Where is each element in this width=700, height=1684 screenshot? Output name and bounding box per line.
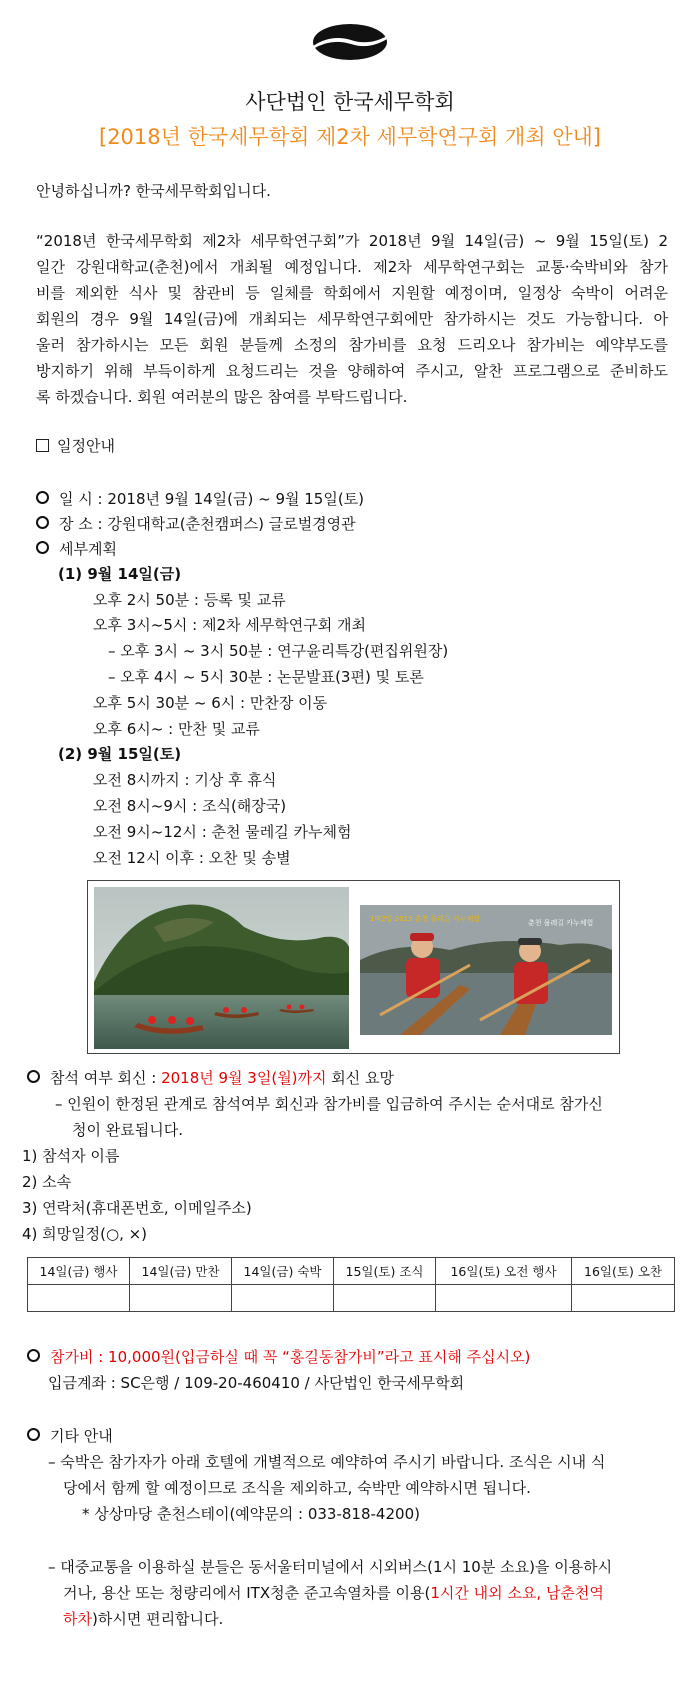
place-line: 장 소 : 강원대학교(춘천캠퍼스) 글로벌경영관 — [36, 511, 356, 537]
photo-frame — [87, 880, 620, 1054]
detail-heading: 세부계획 — [36, 536, 117, 562]
rsvp-deadline: 2018년 9월 3일(월)까지 — [161, 1069, 327, 1087]
transit-text: 거나, 용산 또는 청량리에서 ITX청춘 준고속열차를 이용(1시간 내외 소요, 남춘천역 — [63, 1584, 604, 1602]
canoe-lake-photo — [94, 887, 349, 1049]
day2-item: 오전 8시~9시 : 조식(해장국) — [93, 797, 287, 815]
lodging-text: 당에서 함께 할 예정이므로 조식을 제외하고, 숙박만 예약하시면 됩니다. — [63, 1479, 531, 1497]
table-cell — [572, 1285, 675, 1312]
rsvp-field: 4) 희망일정(○, ×) — [22, 1225, 148, 1243]
day1-item: 오후 5시 30분 ~ 6시 : 만찬장 이동 — [93, 694, 328, 712]
day1-subitem: – 오후 3시 ~ 3시 50분 : 연구윤리특강(편집위원장) — [108, 642, 449, 660]
org-name: 사단법인 한국세무학회 — [245, 90, 455, 114]
intro-line: “2018년 한국세무학회 제2차 세무학연구회”가 2018년 9월 14일(금) ~ 9월 15일(토) 2 — [36, 232, 668, 250]
checkbox-square-icon — [36, 439, 49, 452]
page-title: [2018년 한국세무학회 제2차 세무학연구회 개최 안내] — [99, 125, 601, 149]
date-line: 일 시 : 2018년 9월 14일(금) ~ 9월 15일(토) — [36, 486, 364, 512]
day1-subitem: – 오후 4시 ~ 5시 30분 : 논문발표(3편) 및 토론 — [108, 668, 424, 686]
day2-item: 오전 8시까지 : 기상 후 휴식 — [93, 771, 277, 789]
account-line: 입금계좌 : SC은행 / 109-20-460410 / 사단법인 한국세무학회 — [48, 1374, 465, 1392]
attendance-table — [27, 1257, 675, 1312]
schedule-heading: 일정안내 — [36, 433, 115, 459]
rsvp-field: 3) 연락처(휴대폰번호, 이메일주소) — [22, 1199, 252, 1217]
table-cell — [130, 1285, 232, 1312]
greeting: 안녕하십니까? 한국세무학회입니다. — [36, 182, 271, 200]
intro-line: 비를 제외한 식사 및 참관비 등 일체를 학회에서 지원할 예정이며, 일정상 숙박이 어려운 — [36, 284, 668, 302]
day1-item: 오후 6시~ : 만찬 및 교류 — [93, 720, 260, 738]
day2-item: 오전 9시~12시 : 춘천 물레길 카누체험 — [93, 823, 352, 841]
rsvp-field: 1) 참석자 이름 — [22, 1147, 120, 1165]
day1-label: (1) 9월 14일(금) — [58, 565, 182, 583]
intro-line: 록 하겠습니다. 회원 여러분의 많은 참여를 부탁드립니다. — [36, 388, 408, 406]
table-header-row — [28, 1258, 675, 1285]
rsvp-note: – 인원이 한정된 관계로 참석여부 회신과 참가비를 입금하여 주시는 순서대로 참가신 — [55, 1095, 603, 1113]
transit-text: 하차)하시면 편리합니다. — [63, 1610, 224, 1628]
bullet-circle-icon — [36, 491, 49, 504]
intro-line: 회원의 경우 9월 14일(금)에 개최되는 세무학연구회에만 참가하시는 것도 가능합니다. 아 — [36, 310, 668, 328]
day2-item: 오전 12시 이후 : 오찬 및 송별 — [93, 849, 291, 867]
intro-paragraph — [36, 228, 668, 410]
photo-caption-left: 1박2일 2013 춘천 물레길 카누체험 — [370, 915, 481, 923]
day1-item: 오후 2시 50분 : 등록 및 교류 — [93, 591, 286, 609]
photo-caption-right: 춘천 물레길 카누체험 — [528, 919, 594, 927]
table-header: 15일(토) 조식 — [334, 1258, 436, 1285]
lodging-text: – 숙박은 참가자가 아래 호텔에 개별적으로 예약하여 주시기 바랍니다. 조식은 시내 식 — [48, 1453, 606, 1471]
rsvp-line: 참석 여부 회신 : 2018년 9월 3일(월)까지 회신 요망 — [27, 1065, 394, 1091]
table-cell — [28, 1285, 130, 1312]
rsvp-note: 청이 완료됩니다. — [72, 1121, 183, 1139]
fee-line: 참가비 : 10,000원(입금하실 때 꼭 “홍길동참가비”라고 표시해 주십시오) — [27, 1344, 530, 1370]
intro-line: 방지하기 위해 부득이하게 요청드리는 것을 양해하여 주시고, 알찬 프로그램으로 준비하도 — [36, 362, 668, 380]
etc-heading: 기타 안내 — [27, 1423, 113, 1449]
intro-line: 일간 강원대학교(춘천)에서 개최될 예정입니다. 제2차 세무학연구회는 교통·숙박비와 참가 — [36, 258, 668, 276]
transit-text: – 대중교통을 이용하실 분들은 동서울터미널에서 시외버스(1시 10분 소요)을 이용하시 — [48, 1558, 613, 1576]
day1-item: 오후 3시~5시 : 제2차 세무학연구회 개최 — [93, 616, 366, 634]
table-cell — [232, 1285, 334, 1312]
table-header: 16일(토) 오전 행사 — [436, 1258, 572, 1285]
table-header: 14일(금) 숙박 — [232, 1258, 334, 1285]
canoe-tv-show-photo — [360, 905, 612, 1035]
table-cell — [334, 1285, 436, 1312]
rsvp-field: 2) 소속 — [22, 1173, 72, 1191]
table-header: 14일(금) 만찬 — [130, 1258, 232, 1285]
day2-label: (2) 9월 15일(토) — [58, 745, 182, 763]
table-header: 16일(토) 오찬 — [572, 1258, 675, 1285]
bullet-circle-icon — [27, 1349, 40, 1362]
table-header: 14일(금) 행사 — [28, 1258, 130, 1285]
intro-line: 울러 참가하시는 모든 회원 분들께 소정의 참가비를 요청 드리오나 참가비는 예약부도를 — [36, 336, 668, 354]
bullet-circle-icon — [36, 541, 49, 554]
table-cell — [436, 1285, 572, 1312]
hotel-info: * 상상마당 춘천스테이(예약문의 : 033-818-4200) — [82, 1505, 420, 1523]
bullet-circle-icon — [27, 1070, 40, 1083]
organization-logo — [311, 22, 389, 62]
bullet-circle-icon — [27, 1428, 40, 1441]
bullet-circle-icon — [36, 516, 49, 529]
table-row — [28, 1285, 675, 1312]
